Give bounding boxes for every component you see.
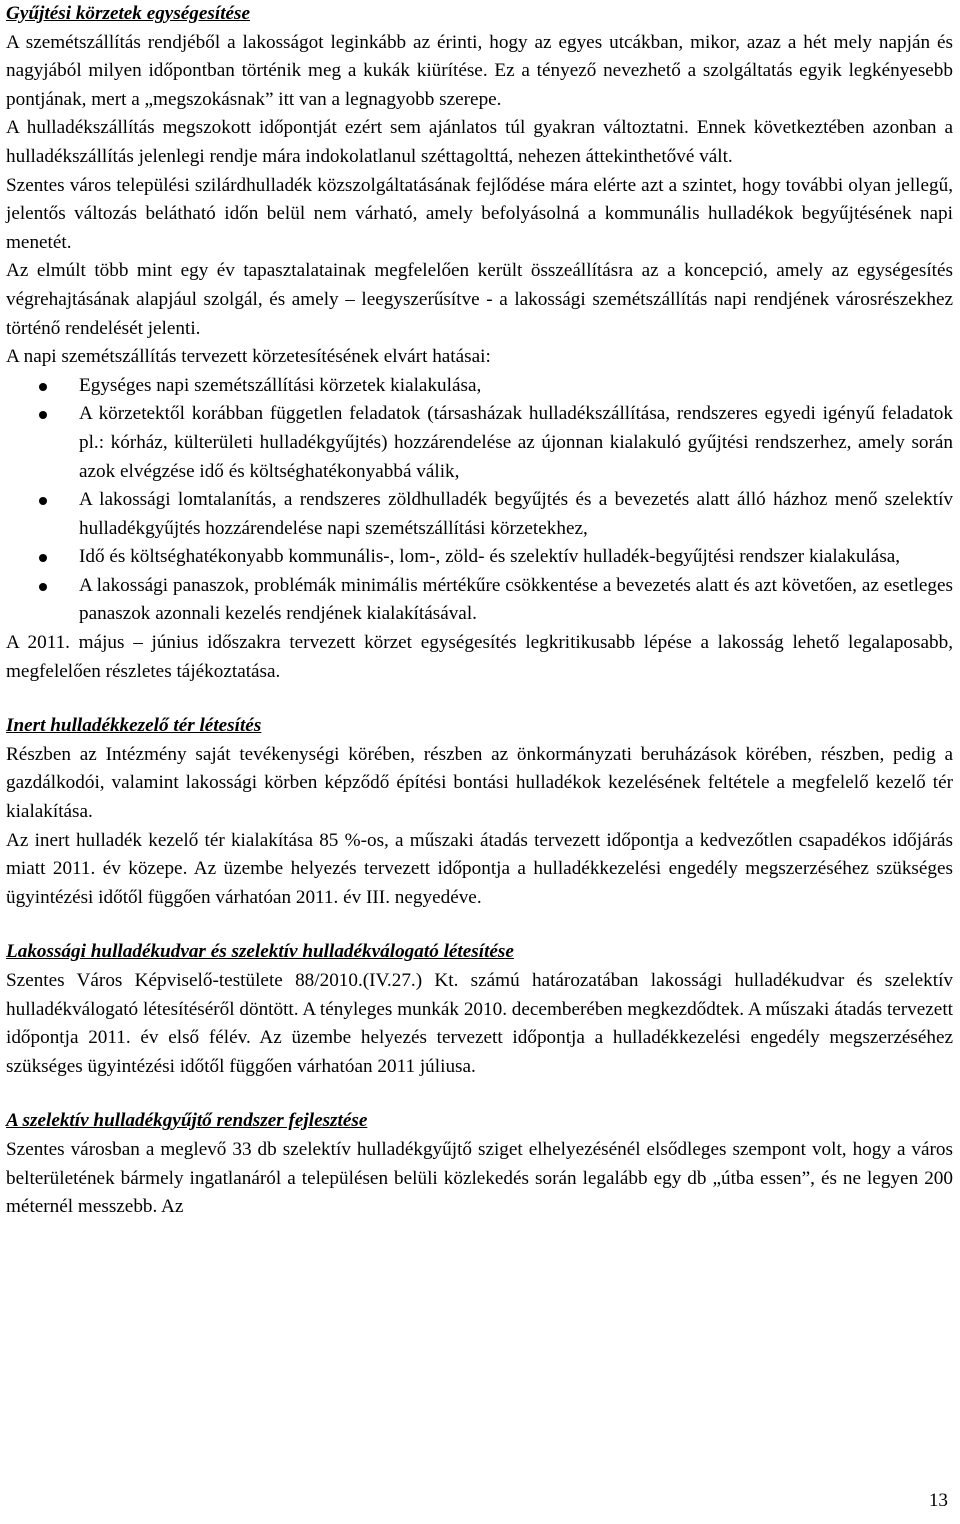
paragraph: A szemétszállítás rendjéből a lakosságot leginkább az érinti, hogy az egyes utcákban, mikor, azaz a hét mely napján és nagyjából milyen időpontban történik meg a kukák kiürítése. Ez a tényező nevezhető a szolgáltatás egyik legkényesebb pontjának, mert a „megszokásnak” itt van a legnagyobb szerepe. xyxy=(6,31,953,110)
paragraph: Részben az Intézmény saját tevékenységi körében, részben az önkormányzati beruházások körében, részben, pedig a gazdálkodói, valamint lakossági körben képződő építési bontási hulladékok kezelésének feltétele a megfelelő kezelő tér kialakítása. xyxy=(6,743,953,823)
section-gyujtesi-korzetek xyxy=(6,0,953,686)
paragraph: A 2011. május – június időszakra tervezett körzet egységesítés legkritikusabb lépése a lakosság lehető legalaposabb, megfelelően részletes tájékoztatása. xyxy=(6,632,953,682)
bullet-item: A körzetektől korábban független feladatok (társasházak hulladékszállítása, rendszeres egyedi igényű feladatok pl.: kórház, külterületi hulladékgyűjtés) hozzárendelése az újonnan kialakuló gyűjtési rendszerhez, amely során azok elvégzése idő és költséghatékonyabbá válik, xyxy=(6,400,953,486)
document-page xyxy=(6,0,953,1222)
section-inert-hulladekkezelo xyxy=(6,712,953,912)
paragraph: Az inert hulladék kezelő tér kialakítása 85 %-os, a műszaki átadás tervezett időpontja a kedvezőtlen csapadékos időjárás miatt 2011. év közepe. Az üzembe helyezés tervezett időpontja a hulladékkezelési engedély megszerzéséhez szükséges ügyintézési időtől függően várhatóan 2011. év III. negyedéve. xyxy=(6,829,953,908)
paragraph: A napi szemétszállítás tervezett körzetesítésének elvárt hatásai: xyxy=(6,346,491,368)
section-lakossagi-hulladekudvar xyxy=(6,938,953,1081)
bullet-item: A lakossági panaszok, problémák minimális mértékűre csökkentése a bevezetés alatt és azt követően, az esetleges panaszok azonnali kezelés rendjének kialakításával. xyxy=(6,572,953,629)
section-heading: Lakossági hulladékudvar és szelektív hulladékválogató létesítése xyxy=(6,941,514,963)
bullet-item: A lakossági lomtalanítás, a rendszeres zöldhulladék begyűjtés és a bevezetés alatt álló házhoz menő szelektív hulladékgyűjtés hozzárendelése napi szemétszállítási körzetekhez, xyxy=(6,486,953,543)
bullet-item: Idő és költséghatékonyabb kommunális-, lom-, zöld- és szelektív hulladék-begyűjtési rendszer kialakulása, xyxy=(6,543,953,572)
paragraph: Szentes városban a meglevő 33 db szelektív hulladékgyűjtő sziget elhelyezésénél elsődleges szempont volt, hogy a város belterületének bármely ingatlanáról a településen belüli közlekedés során legalább egy db „útba essen”, és ne legyen 200 méternél messzebb. Az xyxy=(6,1138,953,1218)
paragraph: A hulladékszállítás megszokott időpontját ezért sem ajánlatos túl gyakran változtatni. Ennek következtében azonban a hulladékszállítás jelenlegi rendje mára indokolatlanul széttagolttá, nehezen áttekinthetővé vált. xyxy=(6,117,953,167)
bullet-item: Egységes napi szemétszállítási körzetek kialakulása, xyxy=(6,372,953,401)
section-szelektiv-rendszer xyxy=(6,1107,953,1221)
section-heading: A szelektív hulladékgyűjtő rendszer fejlesztése xyxy=(6,1110,368,1132)
section-heading: Inert hulladékkezelő tér létesítés xyxy=(6,715,262,737)
paragraph: Az elmúlt több mint egy év tapasztalatainak megfelelően került összeállításra az a koncepció, amely az egységesítés végrehajtásának alapjául szolgál, és amely – leegyszerűsítve - a lakossági szemétszállítás napi rendjének városrészekhez történő rendelését jelenti. xyxy=(6,260,953,339)
bullet-list xyxy=(6,372,953,629)
page-number: 13 xyxy=(928,1490,948,1511)
section-heading: Gyűjtési körzetek egységesítése xyxy=(6,3,251,24)
paragraph: Szentes város települési szilárdhulladék közszolgáltatásának fejlődése mára elérte azt a szintet, hogy további olyan jellegű, jelentős változás belátható időn belül nem várható, amely befolyásolná a kommunális hulladékok begyűjtésének napi menetét. xyxy=(6,174,953,253)
paragraph: Szentes Város Képviselő-testülete 88/2010.(IV.27.) Kt. számú határozatában lakossági hulladékudvar és szelektív hulladékválogató létesítéséről döntött. A tényleges munkák 2010. decemberében megkezdődtek. A műszaki átadás tervezett időpontja 2011. év első félév. Az üzembe helyezés tervezett időpontja a hulladékkezelési engedély megszerzéséhez szükséges ügyintézési időtől függően várhatóan 2011 júliusa. xyxy=(6,970,953,1077)
